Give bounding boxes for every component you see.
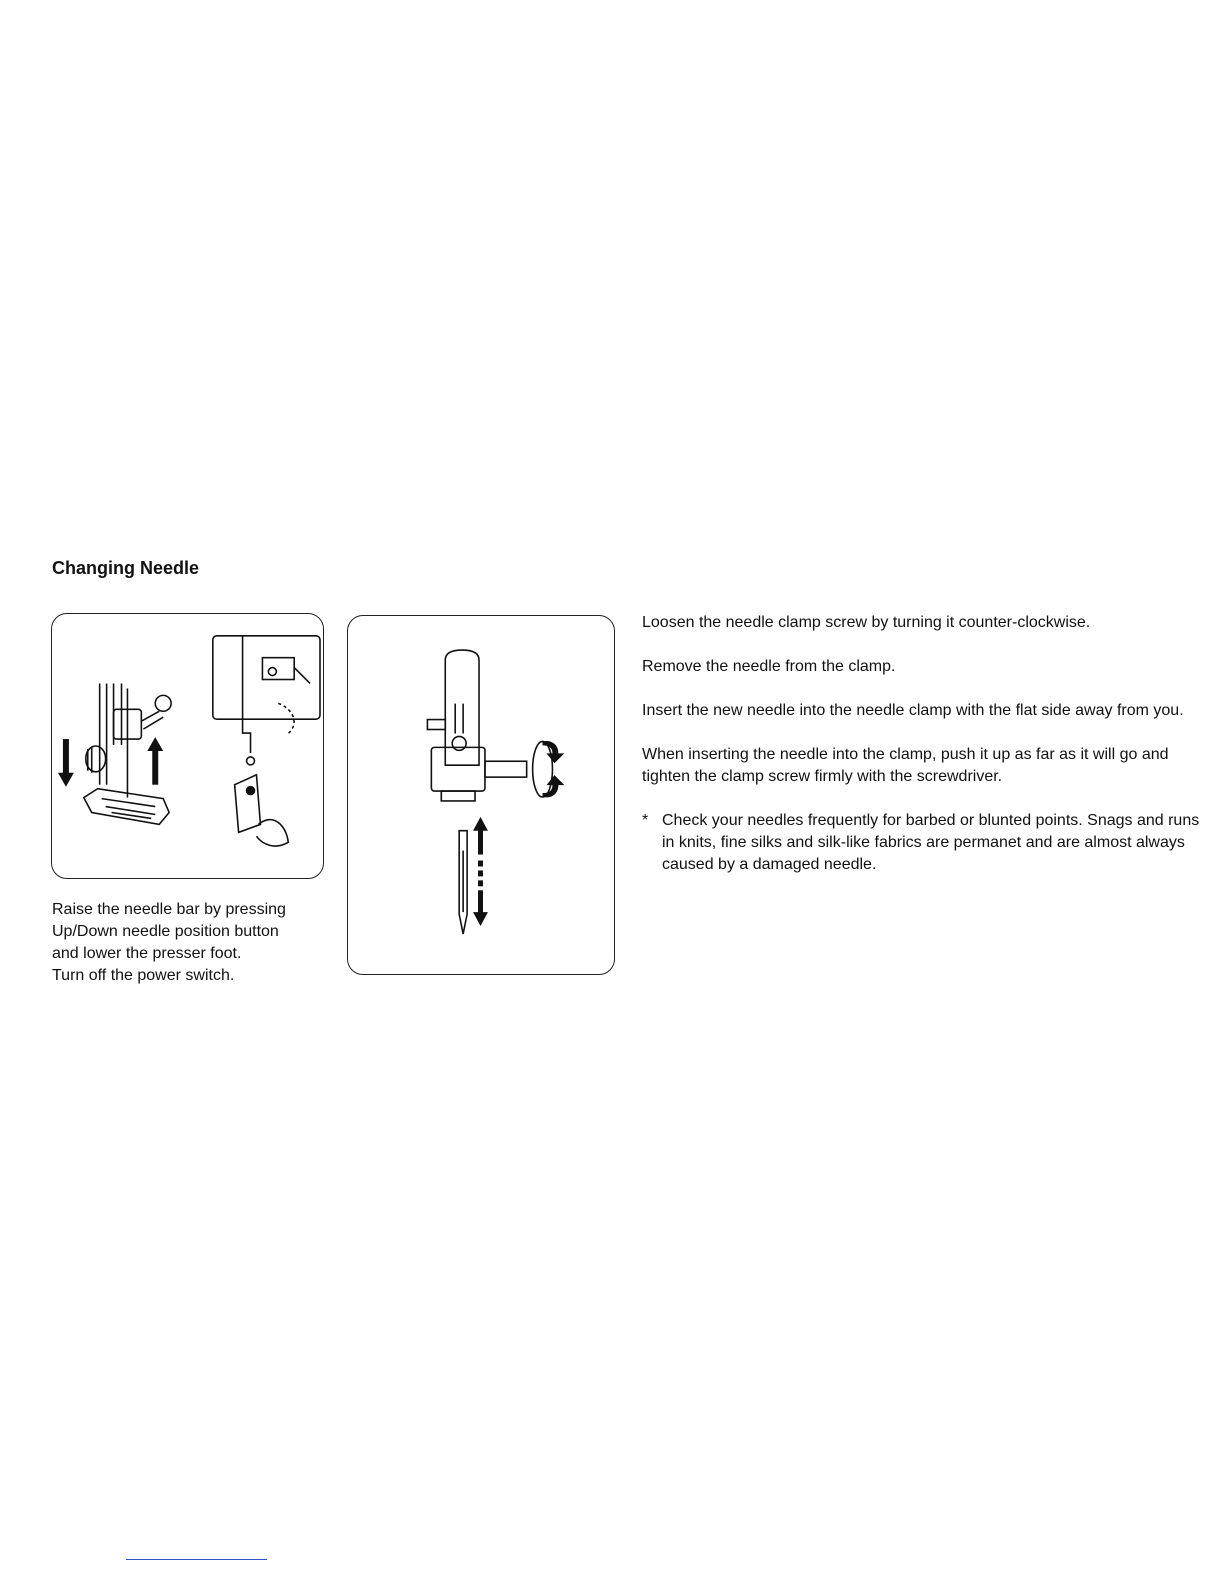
instruction-steps — [642, 612, 1202, 898]
figure-raise-needle-panel — [51, 613, 324, 879]
caption-line: Turn off the power switch. — [52, 967, 235, 984]
section-title: Changing Needle — [52, 558, 200, 578]
caption-line: Up/Down needle position button — [52, 923, 279, 940]
step-text: Insert the new needle into the needle clamp with the flat side away from you. — [642, 702, 1184, 719]
step-text: Loosen the needle clamp screw by turning it counter-clockwise. — [642, 614, 1091, 631]
footer-rule — [126, 1559, 267, 1560]
caption-line: Raise the needle bar by pressing — [52, 901, 286, 918]
note-marker: * — [642, 812, 649, 829]
figure1-caption — [52, 899, 327, 987]
caption-line: and lower the presser foot. — [52, 945, 242, 962]
step-text: Remove the needle from the clamp. — [642, 658, 896, 675]
note-text: Check your needles frequently for barbed or blunted points. Snags and runs in knits, fine silks and silk-like fabrics are permanet and are almost always caused by a damaged needle. — [662, 812, 1200, 873]
presser-foot-illustration — [52, 614, 323, 878]
step-text: When inserting the needle into the clamp, push it up as far as it will go and tighten the clamp screw firmly with the screwdriver. — [642, 746, 1169, 785]
figure-needle-clamp-panel — [347, 615, 615, 975]
needle-check-note — [642, 810, 1202, 876]
needle-clamp-illustration — [348, 616, 614, 974]
